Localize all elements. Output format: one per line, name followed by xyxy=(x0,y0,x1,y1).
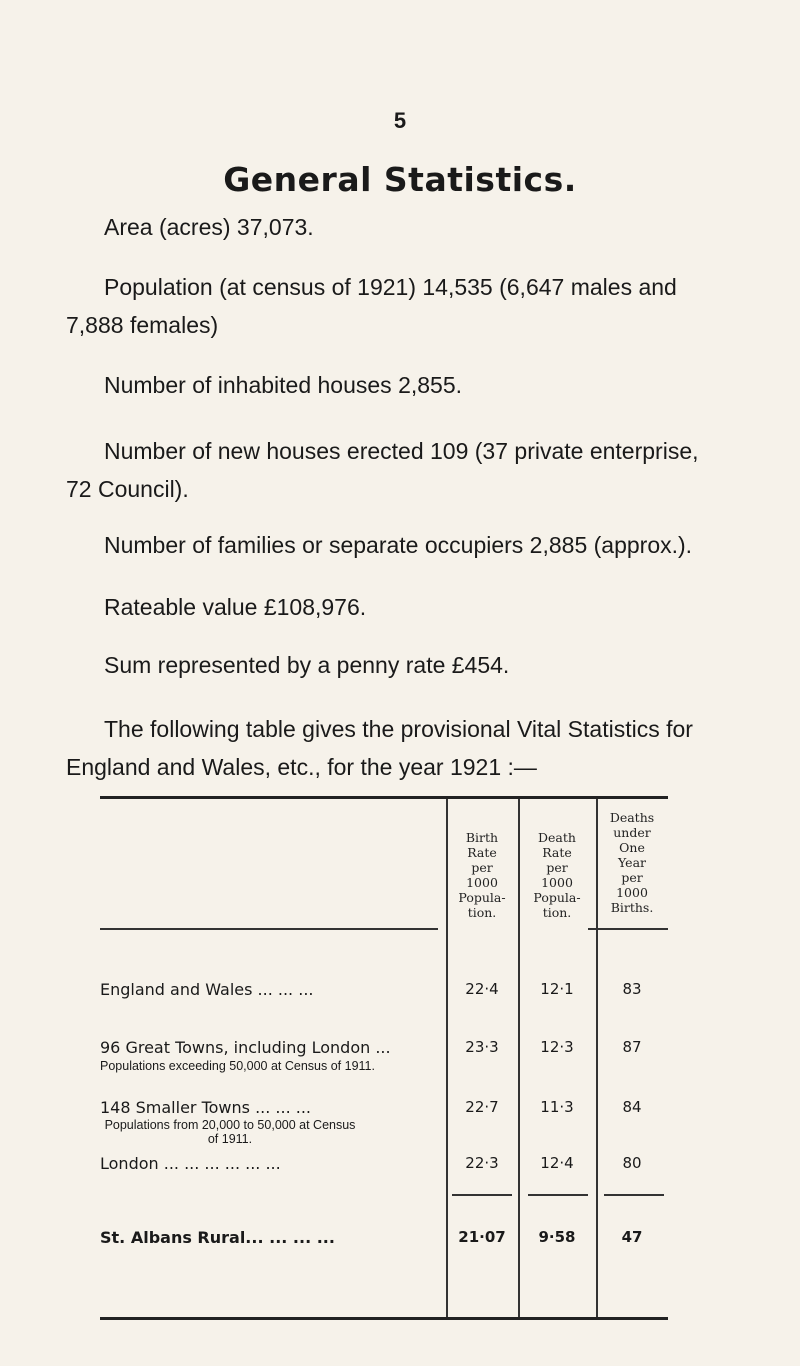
families-line: Number of families or separate occupiers 2,885 (approx.). xyxy=(104,532,693,558)
cell-death-smaller-towns: 11·3 xyxy=(540,1098,574,1116)
row-label-england-wales: England and Wales ... ... ... xyxy=(100,980,314,999)
page-title: General Statistics. xyxy=(223,160,577,199)
houses-line: Number of inhabited houses 2,855. xyxy=(104,372,463,398)
header-infant-deaths: Deaths under One Year per 1000 Births. xyxy=(609,810,655,915)
cell-infant-st-albans-rural: 47 xyxy=(621,1228,643,1246)
row-label-st-albans-rural: St. Albans Rural... ... ... ... xyxy=(100,1228,335,1247)
table-bottom-rule xyxy=(100,1317,668,1320)
rateable-line: Rateable value £108,976. xyxy=(104,594,367,620)
st-albans-rule-death xyxy=(528,1194,588,1196)
cell-birth-england-wales: 22·4 xyxy=(465,980,499,998)
cell-birth-smaller-towns: 22·7 xyxy=(465,1098,499,1116)
cell-birth-great-towns: 23·3 xyxy=(465,1038,499,1056)
cell-death-st-albans-rural: 9·58 xyxy=(538,1228,576,1246)
cell-birth-london: 22·3 xyxy=(465,1154,499,1172)
table-top-rule xyxy=(100,796,668,799)
new-houses-line: Number of new houses erected 109 (37 private enterprise, 72 Council). xyxy=(66,438,699,502)
cell-infant-england-wales: 83 xyxy=(622,980,642,998)
row-sublabel-great-towns: Populations exceeding 50,000 at Census of 1911. xyxy=(100,1059,375,1073)
cell-infant-great-towns: 87 xyxy=(622,1038,642,1056)
page-number: 5 xyxy=(393,108,407,133)
table-intro: The following table gives the provisional Vital Statistics for England and Wales, etc., for the year 1921 :— xyxy=(66,716,693,780)
header-death-rate: Death Rate per 1000 Popula- tion. xyxy=(533,830,581,920)
header-birth-rate: Birth Rate per 1000 Popula- tion. xyxy=(458,830,506,920)
cell-infant-smaller-towns: 84 xyxy=(622,1098,642,1116)
row-label-great-towns: 96 Great Towns, including London ... xyxy=(100,1038,391,1057)
population-line: Population (at census of 1921) 14,535 (6,647 males and 7,888 females) xyxy=(66,274,677,338)
cell-death-london: 12·4 xyxy=(540,1154,574,1172)
row-sublabel-smaller-towns: Populations from 20,000 to 50,000 at Census of 1911. xyxy=(104,1118,356,1146)
cell-infant-london: 80 xyxy=(622,1154,642,1172)
penny-rate-line: Sum represented by a penny rate £454. xyxy=(104,652,510,678)
vital-statistics-table xyxy=(100,796,668,1366)
st-albans-rule-infant xyxy=(604,1194,664,1196)
row-label-smaller-towns: 148 Smaller Towns ... ... ... xyxy=(100,1098,312,1117)
cell-death-england-wales: 12·1 xyxy=(540,980,574,998)
area-line: Area (acres) 37,073. xyxy=(104,214,314,240)
row-label-london: London ... ... ... ... ... ... xyxy=(100,1154,281,1173)
cell-death-great-towns: 12·3 xyxy=(540,1038,574,1056)
header-rule-infant xyxy=(588,928,668,930)
header-rule-label xyxy=(100,928,438,930)
st-albans-rule-birth xyxy=(452,1194,512,1196)
cell-birth-st-albans-rural: 21·07 xyxy=(458,1228,506,1246)
